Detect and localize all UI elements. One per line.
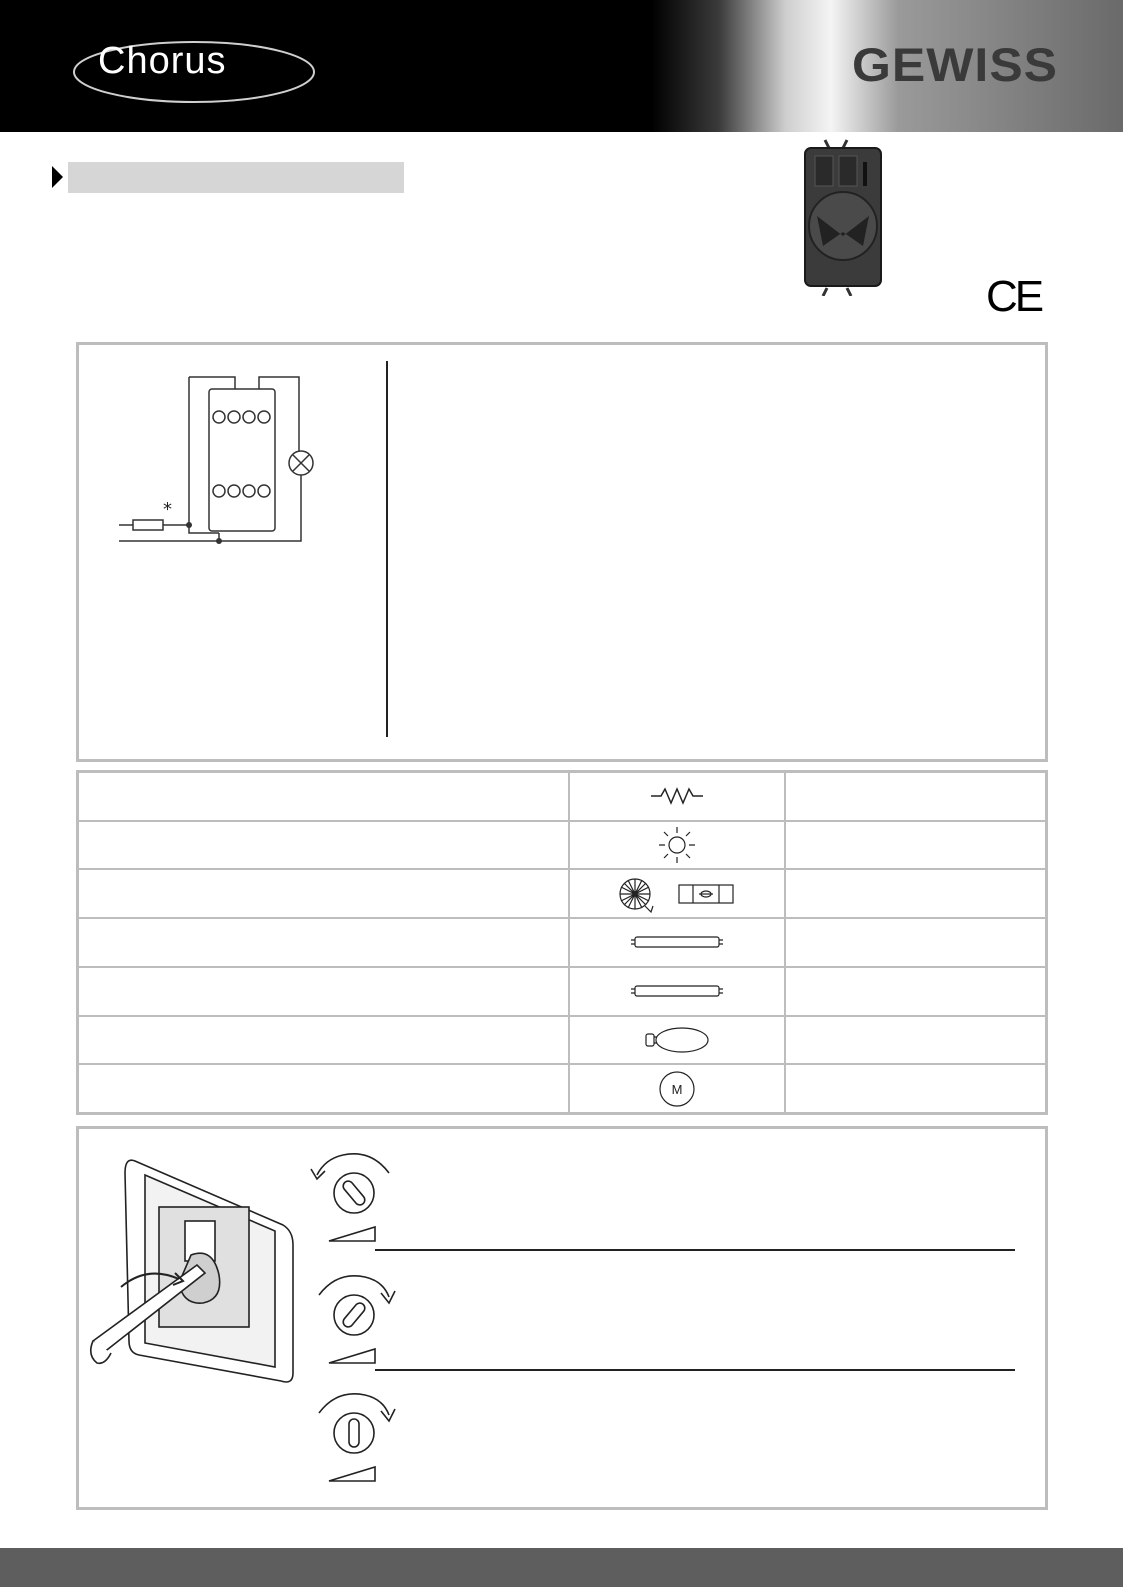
resistive-load-icon: [647, 786, 707, 806]
chorus-logo-text: Chorus: [98, 40, 227, 82]
halogen-transformer-icon: [617, 874, 737, 914]
load-table: [76, 770, 1048, 1115]
motor-symbol: M: [671, 1081, 683, 1097]
table-row: [78, 772, 1047, 821]
table-row: [78, 1064, 1047, 1113]
adjustment-box: [76, 1126, 1048, 1510]
rotate-clockwise-icon: [309, 1265, 399, 1375]
table-row: [78, 967, 1047, 1016]
step-divider: [375, 1249, 1015, 1251]
step-divider: [375, 1369, 1015, 1371]
energy-saving-lamp-icon: [642, 1023, 712, 1057]
title-bar: [68, 162, 404, 193]
table-row: [78, 1016, 1047, 1065]
fluorescent-tube-compensated-icon: [629, 981, 725, 1001]
gewiss-logo-text: GEWISS: [852, 38, 1059, 92]
title-arrow-icon: [52, 166, 63, 188]
ce-mark: CE: [986, 272, 1042, 321]
column-divider: [386, 361, 388, 737]
rotate-clockwise-max-icon: [309, 1383, 399, 1493]
wiring-diagram: [119, 373, 339, 553]
table-row: [78, 821, 1047, 870]
wiring-box: [76, 342, 1048, 762]
incandescent-lamp-icon: [657, 825, 697, 865]
table-row: [78, 869, 1047, 918]
fluorescent-tube-icon: [629, 932, 725, 952]
motor-icon: [657, 1069, 697, 1109]
table-row: [78, 918, 1047, 967]
rotate-counterclockwise-icon: [309, 1143, 399, 1253]
fuse-note-marker: *: [163, 499, 172, 520]
footer-bar: [0, 1548, 1123, 1587]
header-banner: [0, 0, 1123, 132]
device-photo: [803, 138, 885, 296]
screwdriver-adjustment-illustration: [87, 1155, 307, 1385]
